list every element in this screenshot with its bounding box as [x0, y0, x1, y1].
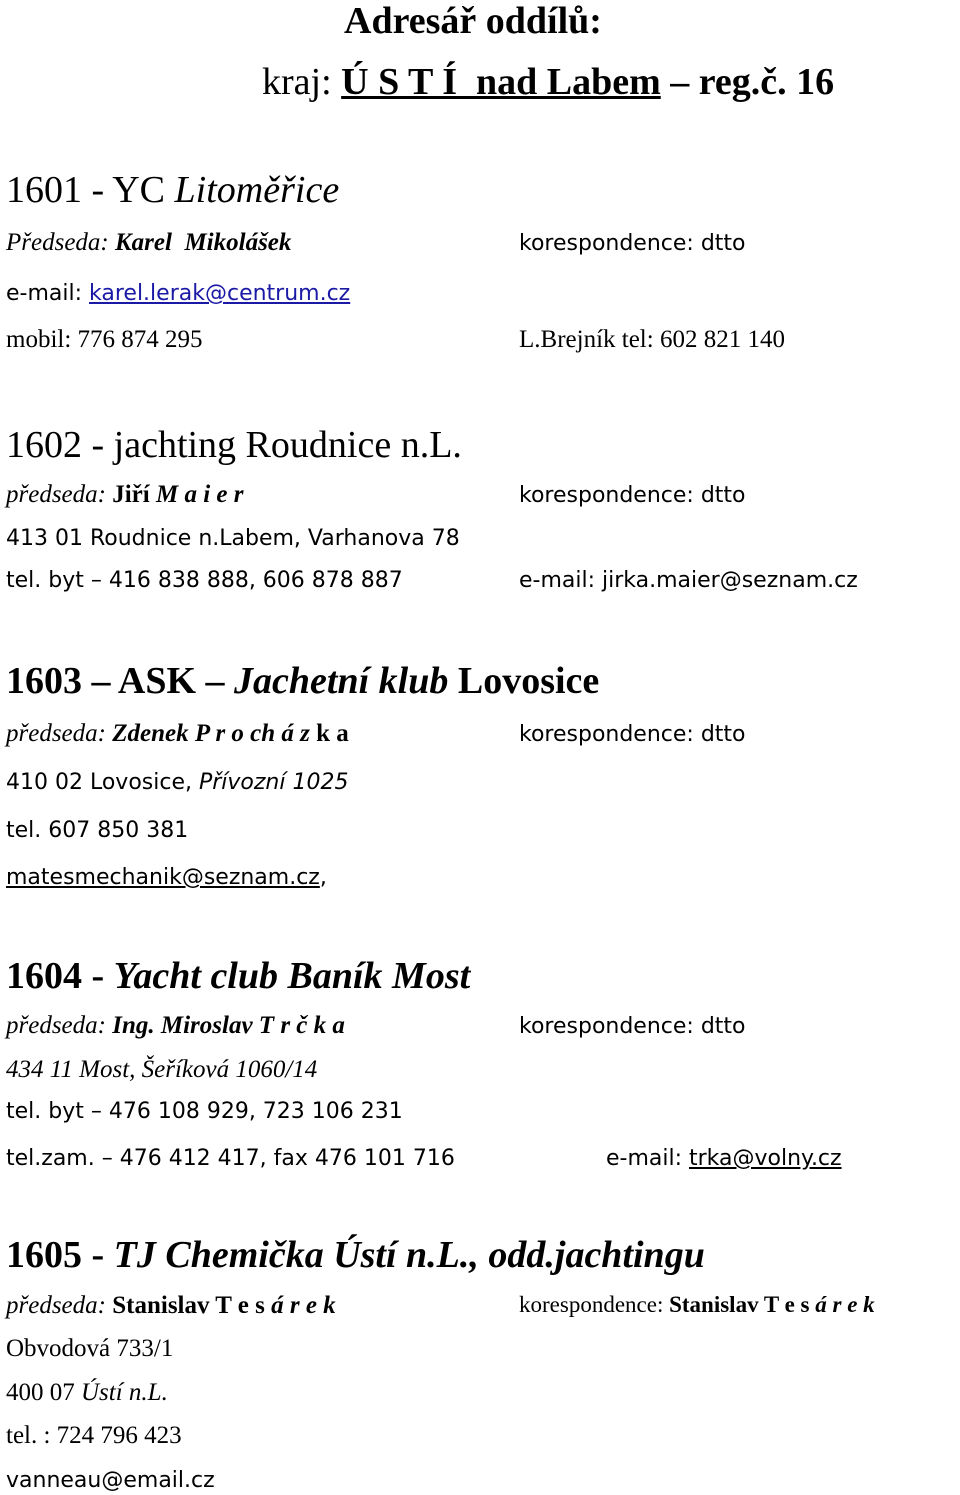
chair-label: předseda:: [6, 720, 113, 747]
address-street: Přívozní 1025: [198, 770, 349, 795]
club-1605-heading: [6, 1236, 705, 1274]
chair-label: předseda:: [6, 1292, 113, 1319]
chair-last-name: M a i e r: [155, 481, 244, 508]
club-1603-correspondence: korespondence: dtto: [519, 722, 746, 747]
club-1603-city: Lovosice: [448, 660, 600, 702]
email-label: e-mail:: [6, 281, 90, 306]
city-zip: 400 07: [6, 1379, 81, 1406]
club-1603-email: [6, 867, 327, 889]
club-1601-name: Litoměřice: [174, 169, 340, 211]
club-1601-mobile: mobil: 776 874 295: [6, 326, 203, 353]
chair-name: Zdenek P r o ch á z: [112, 720, 310, 747]
club-1601-contact2: L.Brejník tel: 602 821 140: [519, 326, 785, 353]
club-1602-correspondence: korespondence: dtto: [519, 483, 746, 508]
club-1601-chair: [6, 230, 291, 255]
chair-label: předseda:: [6, 1012, 113, 1039]
club-1603-number: 1603 – ASK –: [6, 660, 235, 702]
chair-name: Karel Mikolášek: [115, 229, 292, 256]
club-1604-tel-work: tel.zam. – 476 412 417, fax 476 101 716: [6, 1146, 455, 1171]
club-1605-email[interactable]: vanneau@email.cz: [6, 1468, 215, 1493]
chair-label: Předseda:: [6, 229, 115, 256]
club-1603-chair: [6, 721, 349, 746]
club-1603-tel: tel. 607 850 381: [6, 818, 189, 843]
address-city: 410 02 Lovosice,: [6, 770, 199, 795]
chair-name: Ing. Miroslav T r č k a: [112, 1012, 345, 1039]
email-tail: ,: [319, 865, 327, 890]
chair-last-name: á r e k: [271, 1292, 336, 1319]
region-prefix: kraj:: [262, 61, 342, 103]
region-suffix: – reg.č. 16: [660, 61, 835, 103]
chair-name-tail: k a: [309, 720, 349, 747]
region-name: Ú S T Í nad Labem: [341, 61, 661, 103]
club-1603-name: Jachetní klub: [234, 660, 449, 702]
club-1605-correspondence: [519, 1293, 875, 1316]
club-1602-address: 413 01 Roudnice n.Labem, Varhanova 78: [6, 526, 460, 551]
chair-label: předseda:: [6, 481, 113, 508]
club-1605-street: Obvodová 733/1: [6, 1335, 174, 1362]
chair-first-name: Jiří: [112, 481, 156, 508]
region-line: [262, 63, 834, 101]
club-1603-heading: [6, 662, 599, 700]
club-1604-correspondence: korespondence: dtto: [519, 1014, 746, 1039]
email-link[interactable]: trka@volny.cz: [689, 1146, 842, 1171]
club-1604-address: 434 11 Most, Šeříková 1060/14: [6, 1056, 318, 1083]
chair-first-name: Stanislav T e s: [112, 1292, 272, 1319]
club-1605-chair: [6, 1293, 336, 1318]
club-1601-number: 1601 - YC: [6, 169, 175, 211]
correspondence-last-name: á r e k: [815, 1292, 875, 1317]
club-1605-number: 1605 -: [6, 1234, 114, 1276]
email-link[interactable]: matesmechanik@seznam.cz: [6, 865, 320, 890]
correspondence-first-name: Stanislav T e s: [669, 1292, 816, 1317]
club-1604-number: 1604 -: [6, 955, 114, 997]
club-1604-heading: [6, 957, 470, 995]
club-1604-chair: [6, 1013, 345, 1038]
club-1602-tel: tel. byt – 416 838 888, 606 878 887: [6, 568, 403, 593]
city-name: Ústí n.L.: [81, 1379, 168, 1406]
club-1605-name: TJ Chemička Ústí n.L., odd.jachtingu: [113, 1234, 705, 1276]
club-1603-address: [6, 772, 348, 794]
club-1604-name: Yacht club Baník Most: [113, 955, 471, 997]
club-1605-city: [6, 1380, 168, 1405]
club-1602-chair: [6, 482, 243, 507]
page-title: Adresář oddílů:: [344, 0, 602, 42]
club-1602-heading: 1602 - jachting Roudnice n.L.: [6, 424, 462, 466]
club-1601-email: [6, 283, 350, 305]
correspondence-label: korespondence:: [519, 1292, 670, 1317]
club-1604-tel: tel. byt – 476 108 929, 723 106 231: [6, 1099, 403, 1124]
email-label: e-mail:: [606, 1146, 690, 1171]
club-1601-correspondence: korespondence: dtto: [519, 231, 746, 256]
club-1601-heading: [6, 171, 339, 209]
club-1604-email: [606, 1148, 842, 1170]
club-1605-tel: tel. : 724 796 423: [6, 1422, 182, 1449]
club-1602-email: e-mail: jirka.maier@seznam.cz: [519, 568, 858, 593]
email-link[interactable]: karel.lerak@centrum.cz: [89, 281, 351, 306]
